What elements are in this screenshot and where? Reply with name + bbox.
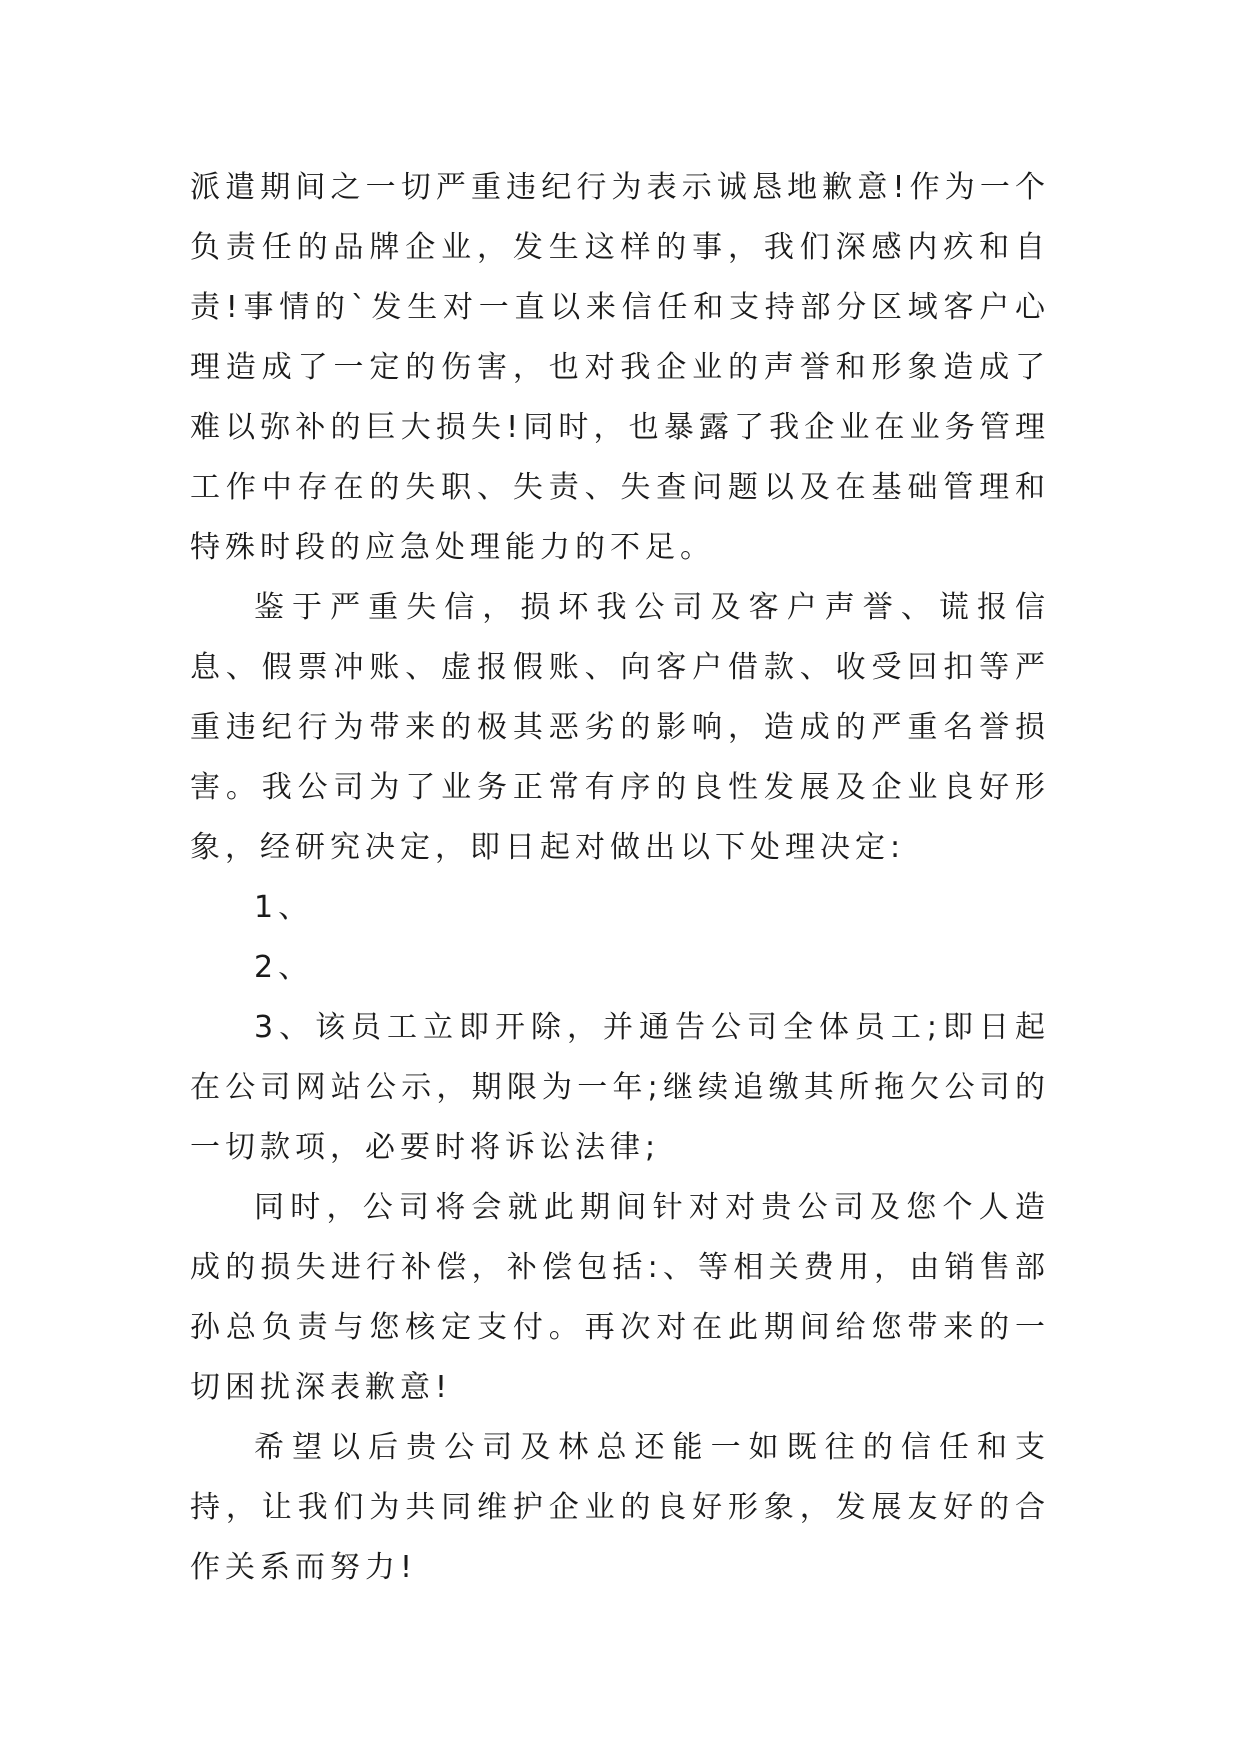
paragraph-closing: 希望以后贵公司及林总还能一如既往的信任和支持，让我们为共同维护企业的良好形象，发展友好的合作关系而努力! — [190, 1430, 1050, 1585]
paragraph-apology-intro: 派遣期间之一切严重违纪行为表示诚恳地歉意!作为一个负责任的品牌企业，发生这样的事，我们深感内疚和自责!事情的`发生对一直以来信任和支持部分区域客户心理造成了一定的伤害，也对我企业的声誉和形象造成了难以弥补的巨大损失!同时，也暴露了我企业在业务管理工作中存在的失职、失责、失查问题以及在基础管理和特殊时段的应急处理能力的不足。 — [190, 170, 1050, 565]
document-body — [190, 158, 1050, 1598]
paragraph-compensation: 同时，公司将会就此期间针对对贵公司及您个人造成的损失进行补偿，补偿包括:、等相关费用，由销售部孙总负责与您核定支付。再次对在此期间给您带来的一切困扰深表歉意! — [190, 1190, 1050, 1405]
list-item-1: 1、 — [254, 890, 314, 925]
paragraph-decision-reason: 鉴于严重失信，损坏我公司及客户声誉、谎报信息、假票冲账、虚报假账、向客户借款、收受回扣等严重违纪行为带来的极其恶劣的影响，造成的严重名誉损害。我公司为了业务正常有序的良性发展及企业良好形象，经研究决定，即日起对做出以下处理决定: — [190, 590, 1050, 865]
list-item-3: 3、该员工立即开除，并通告公司全体员工;即日起在公司网站公示，期限为一年;继续追缴其所拖欠公司的一切款项，必要时将诉讼法律; — [190, 1010, 1050, 1165]
list-item-2: 2、 — [254, 950, 314, 985]
